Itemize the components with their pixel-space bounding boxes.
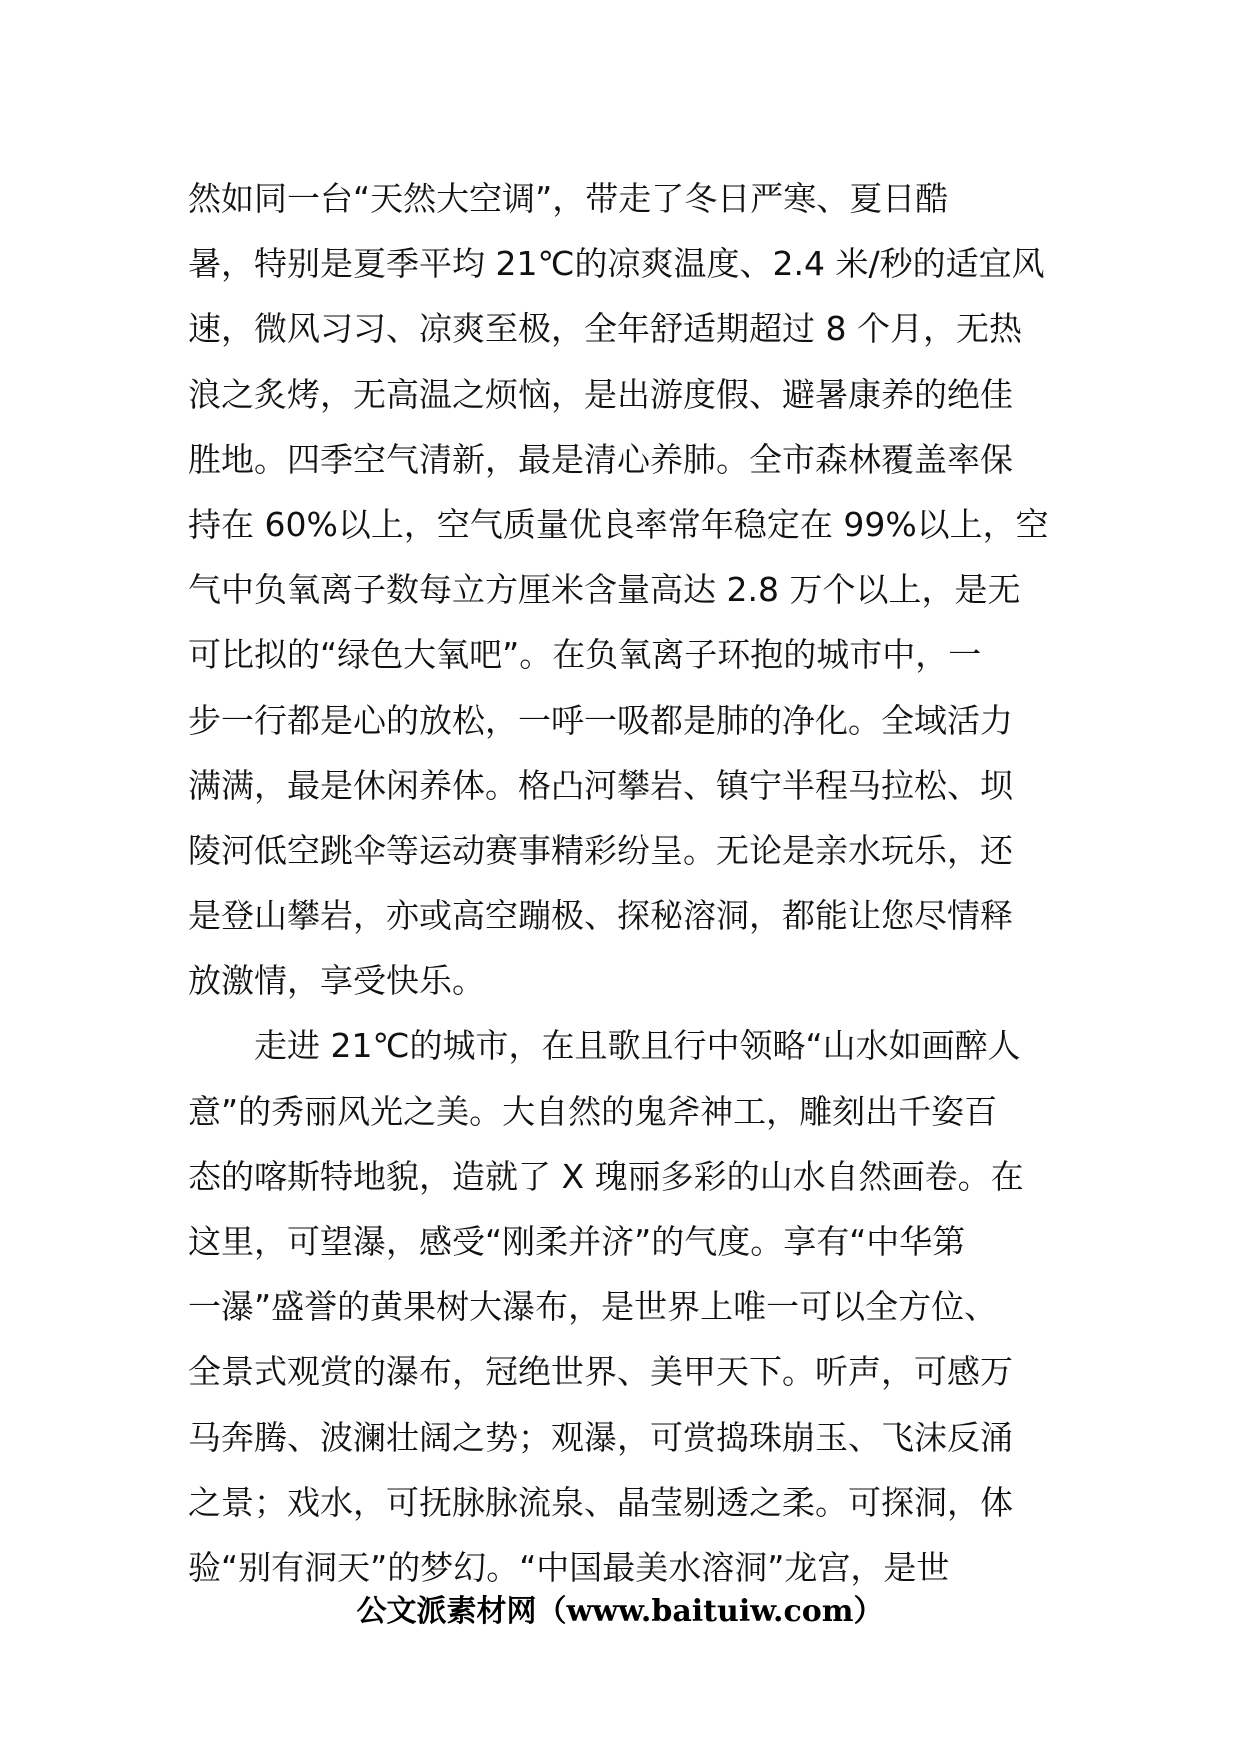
paragraph-2-line: 态的喀斯特地貌，造就了 X 瑰丽多彩的山水自然画卷。在 [188,1156,1024,1196]
body-text [188,166,1058,1600]
paragraph-1-line: 胜地。四季空气清新，最是清心养肺。全市森林覆盖率保 [188,439,1013,479]
paragraph-2-line: 马奔腾、波澜壮阔之势；观瀑，可赏捣珠崩玉、飞沫反涌 [188,1417,1013,1457]
paragraph-1-line: 是登山攀岩，亦或高空蹦极、探秘溶洞，都能让您尽情释 [188,896,1013,936]
paragraph-2-line: 一瀑”盛誉的黄果树大瀑布，是世界上唯一可以全方位、 [188,1287,998,1327]
paragraph-1-line: 步一行都是心的放松，一呼一吸都是肺的净化。全域活力 [188,700,1013,740]
paragraph-2-line: 这里，可望瀑，感受“刚柔并济”的气度。享有“中华第 [188,1222,966,1261]
paragraph-1-line: 满满，最是休闲养体。格凸河攀岩、镇宁半程马拉松、坝 [188,765,1013,805]
paragraph-1-line: 持在 60%以上，空气质量优良率常年稳定在 99%以上，空 [188,504,1049,544]
paragraph-2-line: 意”的秀丽风光之美。大自然的鬼斧神工，雕刻出千姿百 [188,1091,998,1131]
paragraph-1-line: 然如同一台“天然大空调”，带走了冬日严寒、夏日酷 [188,179,949,218]
paragraph-1-line: 可比拟的“绿色大氧吧”。在负氧离子环抱的城市中，一 [188,635,982,675]
paragraph-1-line: 气中负氧离子数每立方厘米含量高达 2.8 万个以上，是无 [188,570,1021,610]
paragraph-2-line: 之景；戏水，可抚脉脉流泉、晶莹剔透之柔。可探洞，体 [188,1482,1013,1522]
paragraph-1-line: 放激情，享受快乐。 [188,961,485,1001]
paragraph-1-line: 暑，特别是夏季平均 21℃的凉爽温度、2.4 米/秒的适宜风 [188,244,1045,284]
paragraph-2-line: 走进 21℃的城市，在且歌且行中领略“山水如画醉人 [254,1026,1021,1066]
paragraph-1-line: 速，微风习习、凉爽至极，全年舒适期超过 8 个月，无热 [188,309,1022,349]
paragraph-2-line: 验“别有洞天”的梦幻。“中国最美水溶洞”龙宫，是世 [188,1547,950,1587]
paragraph-1-line: 陵河低空跳伞等运动赛事精彩纷呈。无论是亲水玩乐，还 [188,830,1013,870]
paragraph-2-line: 全景式观赏的瀑布，冠绝世界、美甲天下。听声，可感万 [188,1352,1013,1392]
paragraph-1-line: 浪之炙烤，无高温之烦恼，是出游度假、避暑康养的绝佳 [188,374,1013,414]
footer-watermark: 公文派素材网（www.baituiw.com） [356,1594,884,1629]
